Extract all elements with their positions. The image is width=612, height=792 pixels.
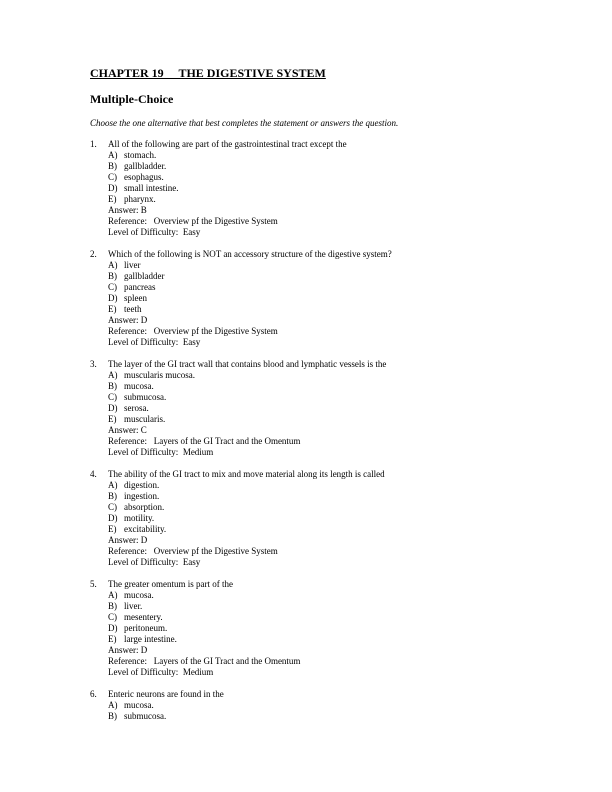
option-text: liver bbox=[124, 260, 141, 270]
question-stem bbox=[90, 139, 550, 150]
option-text: digestion. bbox=[124, 480, 160, 490]
question bbox=[90, 469, 550, 568]
option-text: teeth bbox=[124, 304, 142, 314]
question-stem bbox=[90, 249, 550, 260]
question-text: The ability of the GI tract to mix and move material along its length is called bbox=[108, 469, 385, 479]
question-list bbox=[90, 139, 550, 733]
question bbox=[90, 579, 550, 678]
reference: Reference: Overview pf the Digestive System bbox=[108, 216, 278, 226]
question bbox=[90, 689, 550, 722]
chapter-title: CHAPTER 19 THE DIGESTIVE SYSTEM bbox=[90, 66, 326, 80]
difficulty-level: Level of Difficulty: Easy bbox=[108, 557, 201, 567]
option-text: mucosa. bbox=[124, 590, 154, 600]
option-letter: E) bbox=[108, 524, 117, 534]
option-letter: C) bbox=[108, 282, 117, 292]
option-letter: B) bbox=[108, 601, 117, 611]
question-number: 2. bbox=[90, 249, 97, 259]
question-stem bbox=[90, 359, 550, 370]
answer-option bbox=[90, 381, 550, 392]
answer-option bbox=[90, 623, 550, 634]
option-letter: E) bbox=[108, 304, 117, 314]
answer-option bbox=[90, 700, 550, 711]
difficulty-level: Level of Difficulty: Medium bbox=[108, 447, 214, 457]
option-text: stomach. bbox=[124, 150, 157, 160]
answer-option bbox=[90, 711, 550, 722]
option-text: large intestine. bbox=[124, 634, 177, 644]
difficulty-level: Level of Difficulty: Easy bbox=[108, 337, 201, 347]
option-text: mesentery. bbox=[124, 612, 163, 622]
option-text: serosa. bbox=[124, 403, 149, 413]
option-letter: B) bbox=[108, 271, 117, 281]
option-letter: D) bbox=[108, 183, 118, 193]
option-letter: A) bbox=[108, 150, 118, 160]
answer-option bbox=[90, 282, 550, 293]
option-text: liver. bbox=[124, 601, 143, 611]
answer-option bbox=[90, 392, 550, 403]
option-letter: A) bbox=[108, 370, 118, 380]
option-text: mucosa. bbox=[124, 381, 154, 391]
option-letter: A) bbox=[108, 700, 118, 710]
answer-option bbox=[90, 491, 550, 502]
answer-option bbox=[90, 601, 550, 612]
option-text: small intestine. bbox=[124, 183, 179, 193]
reference: Reference: Layers of the GI Tract and the Omentum bbox=[108, 656, 301, 666]
option-text: ingestion. bbox=[124, 491, 160, 501]
question-stem bbox=[90, 689, 550, 700]
question-number: 4. bbox=[90, 469, 97, 479]
question-text: Which of the following is NOT an accessory structure of the digestive system? bbox=[108, 249, 392, 259]
option-letter: E) bbox=[108, 414, 117, 424]
option-text: pancreas bbox=[124, 282, 156, 292]
answer-option bbox=[90, 414, 550, 425]
question-number: 6. bbox=[90, 689, 97, 699]
answer-option bbox=[90, 271, 550, 282]
option-letter: D) bbox=[108, 293, 118, 303]
difficulty-level: Level of Difficulty: Medium bbox=[108, 667, 214, 677]
answer-option bbox=[90, 634, 550, 645]
option-text: muscularis mucosa. bbox=[124, 370, 195, 380]
option-text: motility. bbox=[124, 513, 155, 523]
option-text: gallbladder bbox=[124, 271, 165, 281]
option-text: submucosa. bbox=[124, 711, 167, 721]
answer-option bbox=[90, 194, 550, 205]
option-letter: E) bbox=[108, 634, 117, 644]
answer-key: Answer: C bbox=[108, 425, 147, 435]
answer-option bbox=[90, 590, 550, 601]
answer-option bbox=[90, 612, 550, 623]
option-text: absorption. bbox=[124, 502, 165, 512]
option-letter: B) bbox=[108, 711, 117, 721]
answer-key: Answer: D bbox=[108, 645, 148, 655]
answer-key: Answer: B bbox=[108, 205, 147, 215]
answer-option bbox=[90, 304, 550, 315]
answer-option bbox=[90, 172, 550, 183]
question-number: 3. bbox=[90, 359, 97, 369]
question-stem bbox=[90, 469, 550, 480]
option-text: submucosa. bbox=[124, 392, 167, 402]
answer-option bbox=[90, 293, 550, 304]
option-text: mucosa. bbox=[124, 700, 154, 710]
answer-option bbox=[90, 403, 550, 414]
option-text: esophagus. bbox=[124, 172, 164, 182]
option-text: muscularis. bbox=[124, 414, 166, 424]
question bbox=[90, 139, 550, 238]
answer-option bbox=[90, 524, 550, 535]
option-text: pharynx. bbox=[124, 194, 156, 204]
answer-option bbox=[90, 260, 550, 271]
option-letter: A) bbox=[108, 480, 118, 490]
question-text: All of the following are part of the gastrointestinal tract except the bbox=[108, 139, 347, 149]
question-text: Enteric neurons are found in the bbox=[108, 689, 224, 699]
option-text: spleen bbox=[124, 293, 147, 303]
option-letter: E) bbox=[108, 194, 117, 204]
option-letter: C) bbox=[108, 392, 117, 402]
option-text: peritoneum. bbox=[124, 623, 168, 633]
section-heading: Multiple-Choice bbox=[90, 92, 174, 106]
answer-option bbox=[90, 370, 550, 381]
question-number: 1. bbox=[90, 139, 97, 149]
answer-key: Answer: D bbox=[108, 535, 148, 545]
reference: Reference: Overview pf the Digestive System bbox=[108, 326, 278, 336]
option-text: gallbladder. bbox=[124, 161, 167, 171]
option-letter: C) bbox=[108, 612, 117, 622]
answer-key: Answer: D bbox=[108, 315, 148, 325]
option-letter: D) bbox=[108, 403, 118, 413]
answer-option bbox=[90, 150, 550, 161]
option-letter: B) bbox=[108, 491, 117, 501]
answer-option bbox=[90, 513, 550, 524]
reference: Reference: Layers of the GI Tract and the Omentum bbox=[108, 436, 301, 446]
answer-option bbox=[90, 502, 550, 513]
option-letter: A) bbox=[108, 260, 118, 270]
question-number: 5. bbox=[90, 579, 97, 589]
answer-option bbox=[90, 161, 550, 172]
option-text: excitability. bbox=[124, 524, 167, 534]
question-text: The greater omentum is part of the bbox=[108, 579, 233, 589]
option-letter: C) bbox=[108, 502, 117, 512]
instructions: Choose the one alternative that best completes the statement or answers the question. bbox=[90, 118, 399, 128]
option-letter: D) bbox=[108, 623, 118, 633]
reference: Reference: Overview pf the Digestive System bbox=[108, 546, 278, 556]
answer-option bbox=[90, 480, 550, 491]
option-letter: D) bbox=[108, 513, 118, 523]
option-letter: A) bbox=[108, 590, 118, 600]
question-text: The layer of the GI tract wall that contains blood and lymphatic vessels is the bbox=[108, 359, 387, 369]
option-letter: B) bbox=[108, 381, 117, 391]
difficulty-level: Level of Difficulty: Easy bbox=[108, 227, 201, 237]
option-letter: C) bbox=[108, 172, 117, 182]
option-letter: B) bbox=[108, 161, 117, 171]
answer-option bbox=[90, 183, 550, 194]
question-stem bbox=[90, 579, 550, 590]
question bbox=[90, 359, 550, 458]
question bbox=[90, 249, 550, 348]
